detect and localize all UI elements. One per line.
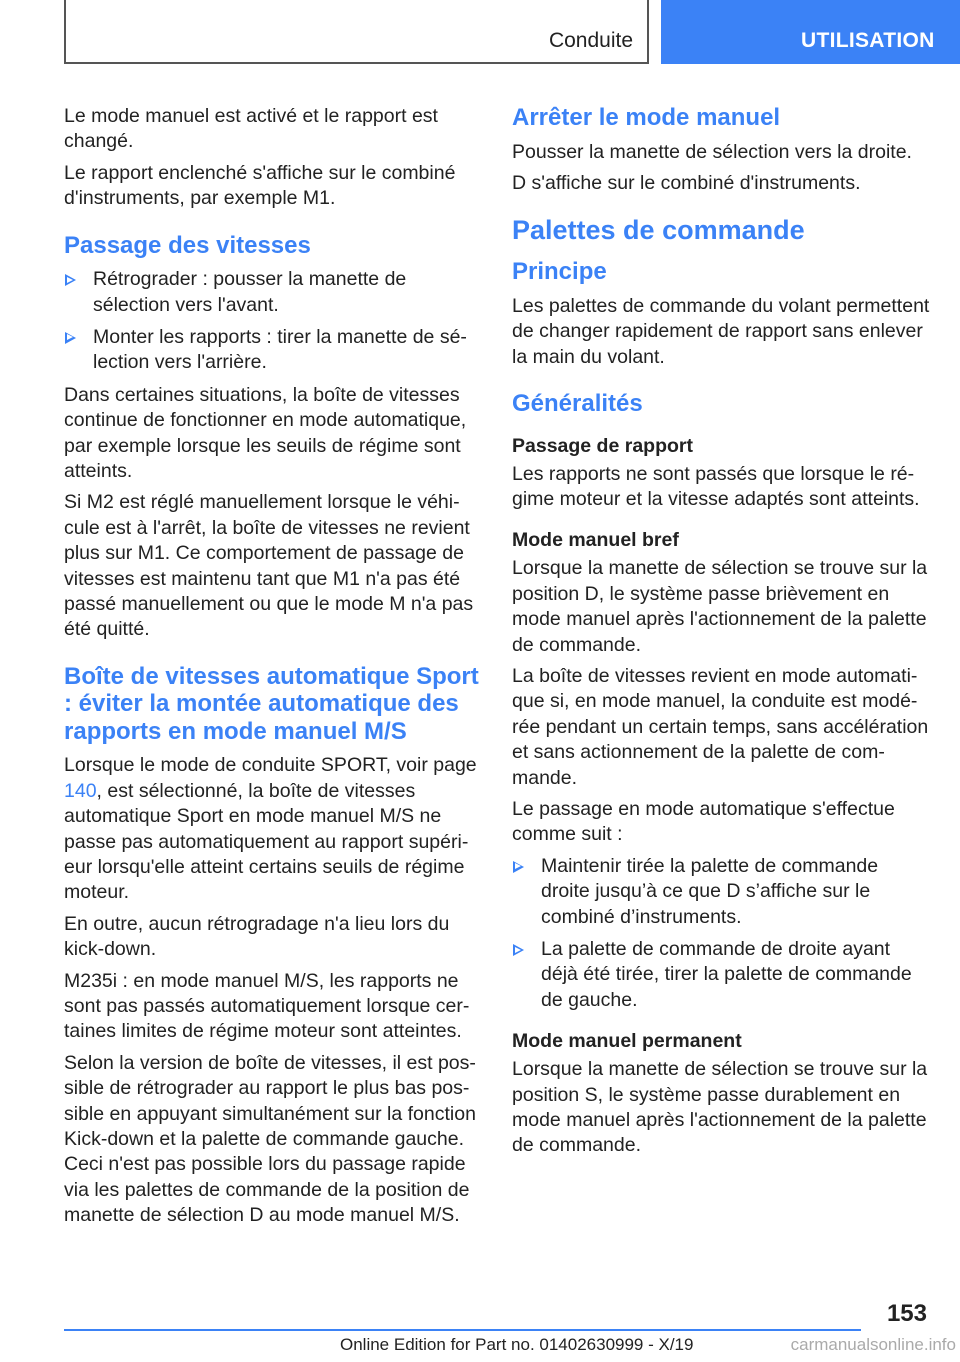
triangle-bullet-icon [65, 332, 76, 344]
heading-passage-des-vitesses: Passage des vitesses [64, 231, 311, 259]
bullet-list [512, 854, 930, 1013]
header-section-title: Conduite [548, 29, 633, 52]
paragraph: M235i : en mode manuel M/S, les rapports ne sont pas passés automatiquement lorsque certaines limites de régime moteur sont atteintes. [64, 969, 470, 1043]
header-chapter-tab [661, 0, 960, 64]
page-number: 153 [886, 1300, 927, 1327]
paragraph: En outre, aucun rétrogradage n'a lieu lors du kick-down. [64, 912, 450, 961]
footer-divider [64, 1329, 861, 1331]
heading-boite-sport: Boîte de vitesses automatique Sport : éviter la montée automatique des rapports en mode manuel M/S [64, 662, 479, 745]
paragraph-text: , est sélectionné, la boîte de vitesses automatique Sport en mode manuel M/S ne passe pas automatiquement au rapport supérieur lorsqu'elle atteint certains seuils de régime moteur. [64, 779, 469, 904]
subheading-mode-manuel-permanent: Mode manuel permanent [512, 1030, 742, 1053]
paragraph: Dans certaines situations, la boîte de vitesses continue de fonctionner en mode automatique, par exemple lorsque les seuils de régime sont atteints. [64, 383, 467, 482]
paragraph: Le passage en mode automatique s'effectue comme suit : [512, 798, 895, 846]
list-item [64, 325, 482, 376]
paragraph: Le mode manuel est activé et le rapport est changé. [64, 105, 438, 153]
paragraph: D s'affiche sur le combiné d'instruments. [512, 171, 861, 194]
list-item-text: La palette de commande de droite ayant déjà été tirée, tirer la palette de commande de gauche. [541, 938, 912, 1011]
footer-edition-text: Online Edition for Part no. 01402630999 - X/19 [340, 1335, 694, 1354]
list-item-text: Rétrograder : pousser la manette de sélection vers l'avant. [93, 268, 407, 316]
left-column [64, 104, 482, 1235]
paragraph: Pousser la manette de sélection vers la droite. [512, 140, 912, 163]
paragraph: Selon la version de boîte de vitesses, il est possible de rétrograder au rapport le plus bas possible en appuyant simultanément sur la fonction Kick-down et la palette de commande gauche. Ceci n'est pas possible lors du passage rapide via les palettes de commande de la position de manette de sélection D au mode manuel M/S. [64, 1051, 476, 1227]
paragraph: La boîte de vitesses revient en mode automatique si, en mode manuel, la conduite est modérée pendant un certain temps, sans accélération et sans actionnement de la palette de commande. [512, 664, 929, 789]
list-item-text: Maintenir tirée la palette de commande droite jusqu’à ce que D s’affiche sur le combiné d’instruments. [541, 854, 879, 928]
list-item-text: Monter les rapports : tirer la manette de sélection vers l'arrière. [93, 325, 467, 374]
header-section-box [64, 0, 649, 64]
heading-generalites: Généralités [512, 390, 643, 418]
subheading-mode-manuel-bref: Mode manuel bref [512, 529, 679, 552]
right-column [512, 104, 930, 1165]
paragraph: Si M2 est réglé manuellement lorsque le véhicule est à l'arrêt, la boîte de vitesses ne revient plus sur M1. Ce comportement de passage de vitesses est maintenu tant que M1 n'a pas été passé manuellement ou que le mode M n'a pas été quitté. [64, 491, 474, 641]
triangle-bullet-icon [65, 274, 76, 286]
paragraph: Le rapport enclenché s'affiche sur le combiné d'instruments, par exemple M1. [64, 161, 456, 210]
list-item [64, 267, 482, 318]
paragraph: Les rapports ne sont passés que lorsque le régime moteur et la vitesse adaptés sont atteints. [512, 462, 920, 510]
subheading-passage-de-rapport: Passage de rapport [512, 434, 693, 457]
paragraph: Lorsque la manette de sélection se trouve sur la position D, le système passe brièvement en mode manuel après l'actionnement de la palette de commande. [512, 557, 928, 656]
heading-arreter-mode-manuel: Arrêter le mode manuel [512, 104, 781, 131]
triangle-bullet-icon [513, 944, 524, 956]
paragraph-text: Lorsque le mode de conduite SPORT, voir page [64, 754, 477, 777]
footer-watermark: carmanualsonline.info [790, 1335, 956, 1354]
bullet-list [64, 267, 482, 376]
heading-principe: Principe [512, 258, 607, 286]
paragraph: Les palettes de commande du volant permettent de changer rapidement de rapport sans enlever la main du volant. [512, 294, 930, 368]
triangle-bullet-icon [513, 861, 524, 873]
header-chapter-title: UTILISATION [801, 29, 935, 52]
page-reference-link[interactable]: 140 [64, 779, 97, 802]
heading-palettes-de-commande: Palettes de commande [512, 215, 805, 246]
list-item [512, 937, 930, 1013]
paragraph [64, 753, 482, 905]
list-item [512, 854, 930, 930]
paragraph: Lorsque la manette de sélection se trouve sur la position S, le système passe durablement en mode manuel après l'actionnement de la palette de commande. [512, 1058, 928, 1157]
